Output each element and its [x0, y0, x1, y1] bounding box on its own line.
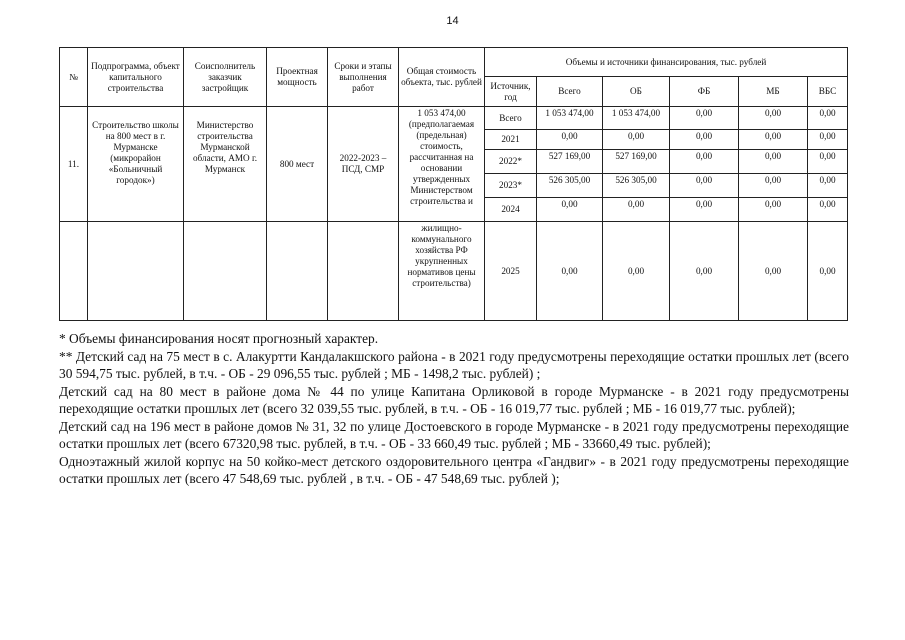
- header-source-year: Источник, год: [485, 77, 537, 107]
- financing-table: [59, 47, 848, 321]
- header-col-ob: ОБ: [603, 77, 670, 107]
- row-coexecutor: [184, 107, 267, 222]
- value-vbs: 0,00: [808, 222, 848, 321]
- value-ob: 1 053 474,00: [603, 107, 670, 130]
- value-vbs: 0,00: [808, 150, 848, 174]
- empty-cell: [60, 222, 88, 321]
- year-label: Всего: [485, 107, 537, 130]
- value-fb: 0,00: [670, 150, 739, 174]
- header-total-cost: Общая стоимость объекта, тыс. рублей: [399, 48, 485, 107]
- footnotes: [59, 330, 849, 488]
- value-total: 526 305,00: [537, 174, 603, 198]
- header-funding: Объемы и источники финансирования, тыс. рублей: [485, 48, 848, 77]
- empty-cell: [328, 222, 399, 321]
- value-fb: 0,00: [670, 130, 739, 150]
- value-total: 0,00: [537, 222, 603, 321]
- value-mb: 0,00: [739, 107, 808, 130]
- header-coexecutor: Соисполнитель заказчик застройщик: [184, 48, 267, 107]
- value-mb: 0,00: [739, 130, 808, 150]
- value-vbs: 0,00: [808, 107, 848, 130]
- value-mb: 0,00: [739, 222, 808, 321]
- value-fb: 0,00: [670, 198, 739, 222]
- row-object: [88, 107, 184, 222]
- value-ob: 0,00: [603, 198, 670, 222]
- value-total: 1 053 474,00: [537, 107, 603, 130]
- footnote-forecast: * Объемы финансирования носят прогнозный характер.: [59, 331, 379, 346]
- value-ob: 0,00: [603, 130, 670, 150]
- header-col-total: Всего: [537, 77, 603, 107]
- value-ob: 527 169,00: [603, 150, 670, 174]
- header-capacity: Проектная мощность: [267, 48, 328, 107]
- table-row: [60, 107, 848, 130]
- header-col-vbs: ВБС: [808, 77, 848, 107]
- footnote-kindergarten-alakurtti: ** Детский сад на 75 мест в с. Алакуртти Кандалакшского района - в 2021 году предусмотрены переходящие остатки прошлых лет (всего 30 594,75 тыс. рублей, в т.ч. - ОБ - 29 096,55 тыс. рублей ; МБ - 1498,2 тыс. рублей) ;: [59, 348, 849, 381]
- value-fb: 0,00: [670, 174, 739, 198]
- value-total: 0,00: [537, 198, 603, 222]
- value-fb: 0,00: [670, 222, 739, 321]
- row-terms: 2022-2023 – ПСД, СМР: [328, 107, 399, 222]
- row-coexecutor-text: Министерство строительства Мурманской области, АМО г. Мурманск: [192, 120, 258, 174]
- year-label: 2022*: [485, 150, 537, 174]
- row-cost-part2: жилищно-коммунального хозяйства РФ укрупненных нормативов цены строительства): [399, 222, 485, 321]
- footnote-gandvig-building: Одноэтажный жилой корпус на 50 койко-мест детского оздоровительного центра «Гандвиг» - в 2021 году предусмотрены переходящие остатки прошлых лет (всего 47 548,69 тыс. рублей , в т.ч. - ОБ - 47 548,69 тыс. рублей );: [59, 453, 849, 486]
- row-num: 11.: [60, 107, 88, 222]
- header-subprogram: Подпрограмма, объект капитального строительства: [88, 48, 184, 107]
- year-label: 2021: [485, 130, 537, 150]
- value-ob: 0,00: [603, 222, 670, 321]
- year-label: 2025: [485, 222, 537, 321]
- value-total: 527 169,00: [537, 150, 603, 174]
- table-row: [60, 222, 848, 321]
- header-num: №: [60, 48, 88, 107]
- value-mb: 0,00: [739, 174, 808, 198]
- footnote-kindergarten-dostoevskogo: Детский сад на 196 мест в районе домов № 31, 32 по улице Достоевского в городе Мурманске - в 2021 году предусмотрены переходящие остатки прошлых лет (всего 67320,98 тыс. рублей, в т.ч. - ОБ - 33 660,49 тыс. рублей ; МБ - 33660,49 тыс. рублей);: [59, 418, 849, 451]
- header-col-fb: ФБ: [670, 77, 739, 107]
- footnote-kindergarten-orlikovoy: Детский сад на 80 мест в районе дома № 44 по улице Капитана Орликовой в городе Мурманске - в 2021 году предусмотрены переходящие остатки прошлых лет (всего 32 039,55 тыс. рублей, в т.ч. - ОБ - 16 019,77 тыс. рублей ; МБ - 16 019,77 тыс. рублей);: [59, 383, 849, 416]
- row-object-text: Строительство школы на 800 мест в г. Мурманске (микрорайон «Больничный городок»): [92, 120, 179, 185]
- year-label: 2024: [485, 198, 537, 222]
- value-vbs: 0,00: [808, 198, 848, 222]
- value-fb: 0,00: [670, 107, 739, 130]
- value-vbs: 0,00: [808, 130, 848, 150]
- value-ob: 526 305,00: [603, 174, 670, 198]
- header-col-mb: МБ: [739, 77, 808, 107]
- value-vbs: 0,00: [808, 174, 848, 198]
- empty-cell: [267, 222, 328, 321]
- empty-cell: [184, 222, 267, 321]
- value-mb: 0,00: [739, 150, 808, 174]
- header-terms: Сроки и этапы выполнения работ: [328, 48, 399, 107]
- year-label: 2023*: [485, 174, 537, 198]
- row-cost-part1: 1 053 474,00 (предполагаемая (предельная) стоимость, рассчитанная на основании утвержденных Министерством строительства и: [399, 107, 485, 222]
- row-capacity: 800 мест: [267, 107, 328, 222]
- empty-cell: [88, 222, 184, 321]
- value-total: 0,00: [537, 130, 603, 150]
- page-number: 14: [446, 15, 459, 27]
- value-mb: 0,00: [739, 198, 808, 222]
